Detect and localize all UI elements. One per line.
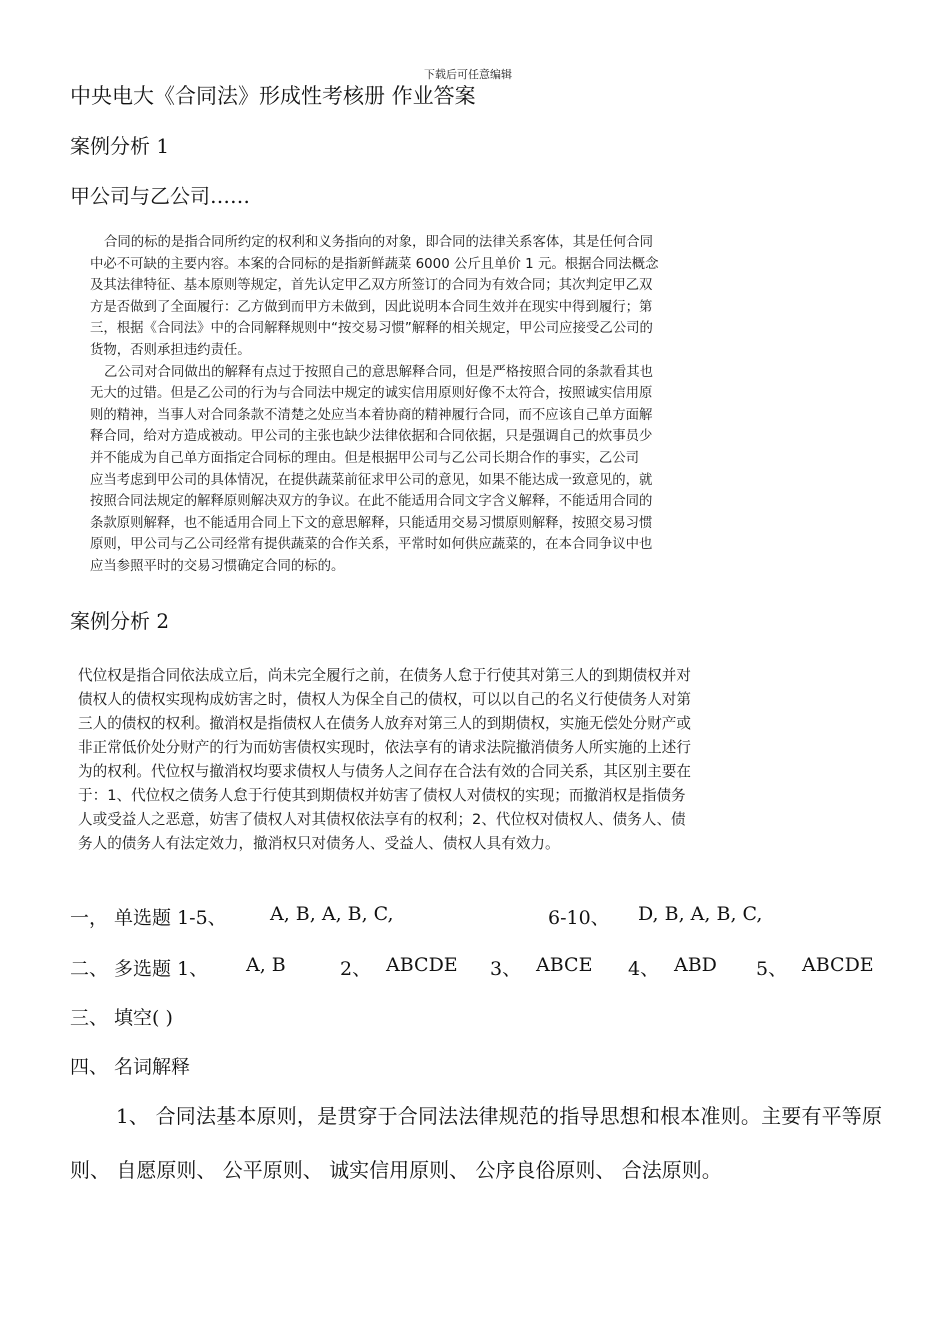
text-line: 无大的过错。但是乙公司的行为与合同法中规定的诚实信用原则好像不太符合，按照诚实信用原	[90, 386, 653, 402]
text-line: 合同的标的是指合同所约定的权利和义务指向的对象，即合同的法律关系客体，其是任何合同	[104, 235, 654, 250]
text-line: 及其法律特征、基本原则等规定，首先认定甲乙双方所签订的合同为有效合同；其次判定甲乙双	[90, 278, 653, 294]
text-line: 按照合同法规定的解释原则解决双方的争议。在此不能适用合同文字含义解释，不能适用合同的	[90, 494, 653, 510]
text-line: 应当参照平时的交易习惯确定合同的标的。	[90, 558, 345, 574]
text-line: 中必不可缺的主要内容。本案的合同标的是指新鲜蔬菜 6000 公斤且单价 1 元。根据合同法概念	[90, 256, 659, 272]
case1-heading: 案例分析 1	[70, 134, 170, 158]
multi-number-2: 2、	[340, 958, 372, 980]
case2-scanned-text	[78, 664, 691, 856]
header-note: 下载后可任意编辑	[424, 68, 512, 81]
fill-in-heading: 三、 填空( )	[70, 1007, 173, 1029]
single-choice-answers-6-10: D, B, A, B, C,	[638, 903, 763, 925]
text-line: 非正常低价处分财产的行为而妨害债权实现时，依法享有的请求法院撤消债务人所实施的上述行	[78, 739, 691, 756]
text-line: 释合同，给对方造成被动。甲公司的主张也缺少法律依据和合同依据，只是强调自己的炊事员少	[90, 429, 653, 445]
text-line: 三，根据《合同法》中的合同解释规则中“按交易习惯”解释的相关规定，甲公司应接受乙公司的	[90, 321, 653, 337]
text-line: 并不能成为自己单方面指定合同标的理由。但是根据甲公司与乙公司长期合作的事实，乙公司	[90, 450, 640, 466]
multi-answer-5: ABCDE	[802, 954, 874, 976]
terms-heading: 四、 名词解释	[70, 1056, 191, 1078]
text-line: 条款原则解释，也不能适用合同上下文的意思解释，只能适用交易习惯原则解释，按照交易习惯	[90, 515, 653, 531]
text-line: 货物，否则承担违约责任。	[90, 342, 251, 358]
text-line: 乙公司对合同做出的解释有点过于按照自己的意思解释合同，但是严格按照合同的条款看其也	[104, 364, 654, 380]
text-line: 于：1、代位权之债务人怠于行使其到期债权并妨害了债权人对债权的实现；而撤消权是指债务	[78, 787, 686, 804]
multi-answer-4: ABD	[674, 954, 717, 976]
multi-answer-1: A, B	[246, 954, 286, 976]
text-line: 方是否做到了全面履行：乙方做到而甲方未做到，因此说明本合同生效并在现实中得到履行；第	[90, 299, 653, 315]
document-title: 中央电大《合同法》形成性考核册 作业答案	[70, 84, 476, 108]
text-line: 三人的债权的权利。撤消权是指债权人在债务人放弃对第三人的到期债权，实施无偿处分财产或	[78, 715, 691, 732]
text-line: 债权人的债权实现构成妨害之时，债权人为保全自己的债权，可以以自己的名义行使债务人对第	[78, 691, 691, 708]
multi-number-4: 4、	[628, 958, 660, 980]
multi-answer-3: ABCE	[536, 954, 593, 976]
case1-subheading: 甲公司与乙公司……	[70, 184, 250, 208]
text-line: 务人的债务人有法定效力，撤消权只对债务人、受益人、债权人具有效力。	[78, 835, 560, 852]
multi-answer-2: ABCDE	[386, 954, 458, 976]
single-choice-range-6-10: 6-10、	[548, 907, 610, 929]
text-line: 人或受益人之恶意，妨害了债权人对其债权依法享有的权利；2、代位权对债权人、债务人、债	[78, 811, 686, 828]
single-choice-answers-1-5: A, B, A, B, C,	[270, 903, 394, 925]
text-line: 则的精神，当事人对合同条款不清楚之处应当本着协商的精神履行合同，而不应该自己单方面解	[90, 407, 653, 423]
multi-number-5: 5、	[756, 958, 788, 980]
case2-heading: 案例分析 2	[70, 609, 170, 633]
multiple-choice-label: 二、 多选题 1、	[70, 958, 209, 980]
text-line: 应当考虑到甲公司的具体情况，在提供蔬菜前征求甲公司的意见，如果不能达成一致意见的，就	[90, 472, 653, 488]
text-line: 为的权利。代位权与撤消权均要求债权人与债务人之间存在合法有效的合同关系，其区别主要在	[78, 763, 691, 780]
multi-number-3: 3、	[490, 958, 522, 980]
single-choice-label: 一， 单选题 1-5、	[70, 907, 227, 929]
text-line: 代位权是指合同依法成立后，尚未完全履行之前，在债务人怠于行使其对第三人的到期债权并对	[78, 667, 691, 684]
term-1-paragraph: 1、 合同法基本原则，是贯穿于合同法法律规范的指导思想和根本准则。主要有平等原则、 自愿原则、 公平原则、 诚实信用原则、 公序良俗原则、 合法原则。	[70, 1104, 882, 1182]
case1-scanned-text	[90, 232, 658, 578]
text-line: 原则，甲公司与乙公司经常有提供蔬菜的合作关系，平常时如何供应蔬菜的，在本合同争议中也	[90, 537, 653, 553]
